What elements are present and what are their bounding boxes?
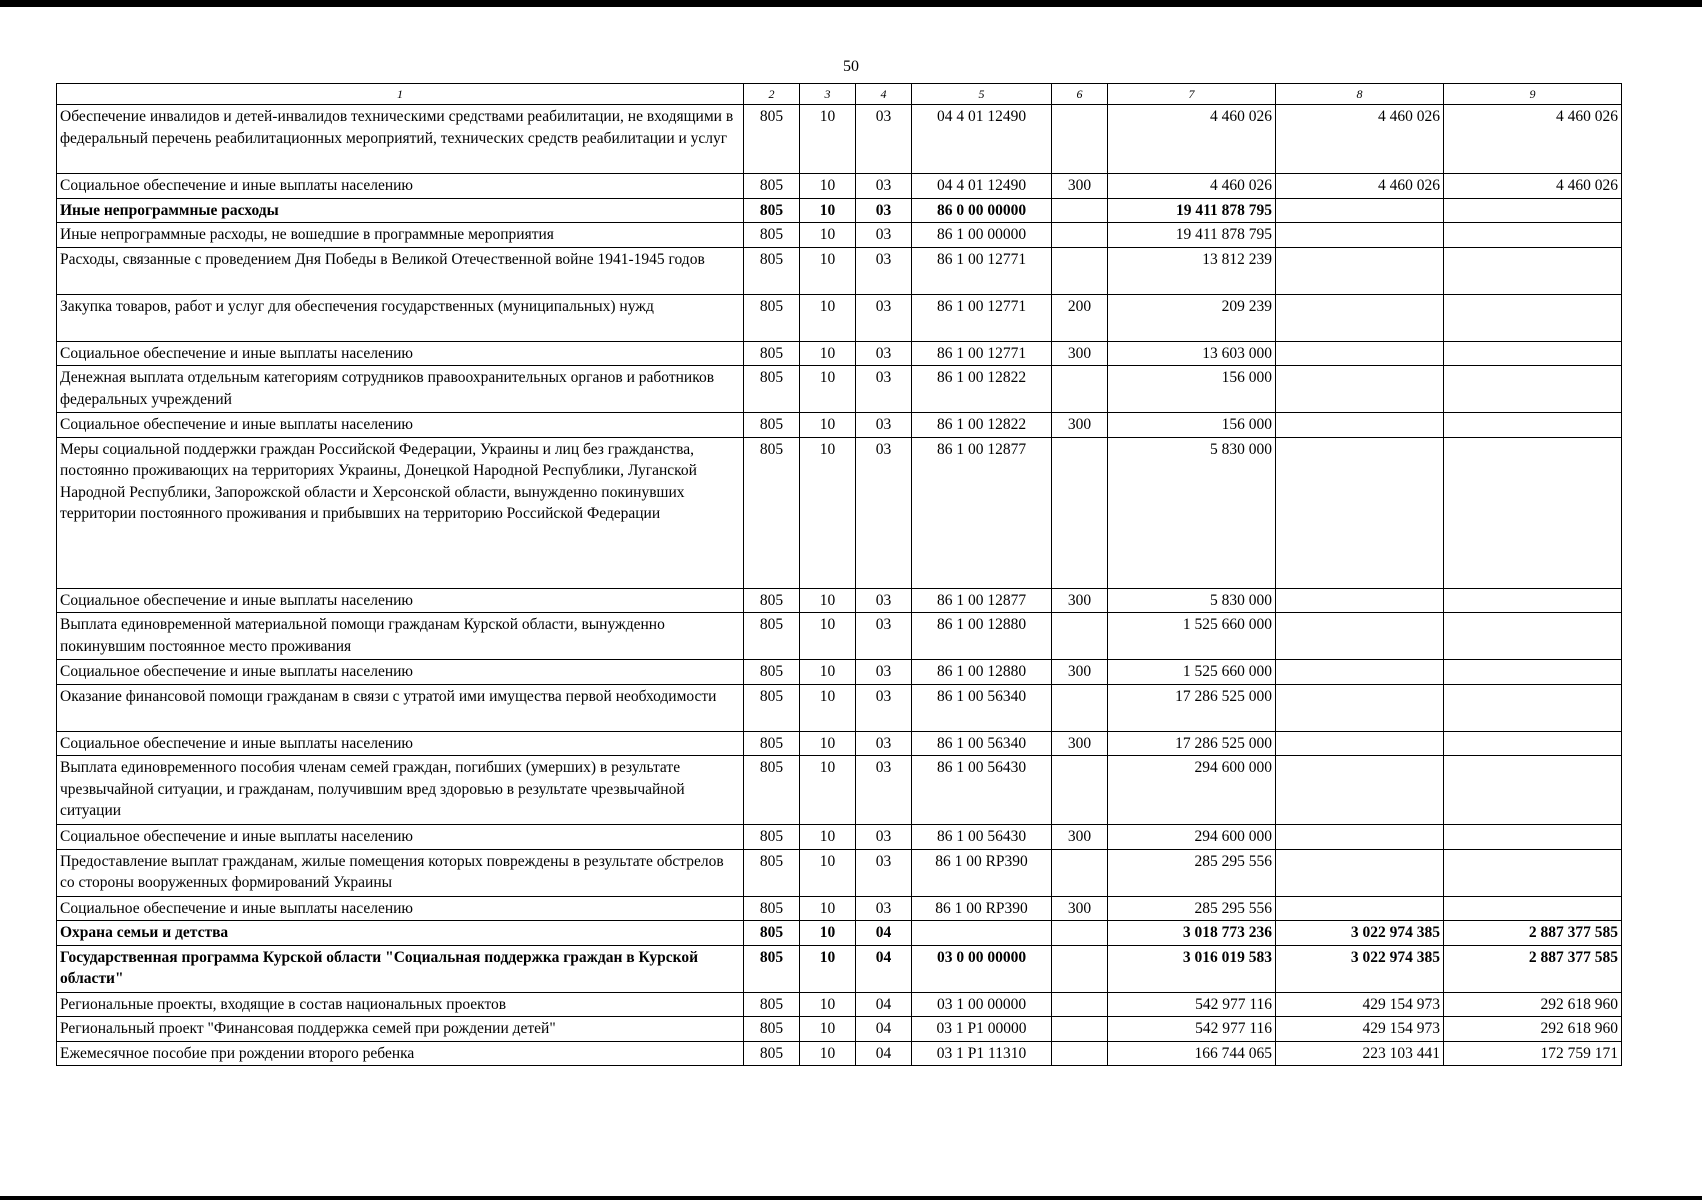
- chapter-code-cell: 805: [744, 105, 800, 174]
- chapter-code-cell: 805: [744, 1017, 800, 1042]
- amount-year2-cell: 4 460 026: [1276, 174, 1444, 199]
- amount-year3-cell: [1444, 756, 1622, 825]
- column-header: 9: [1444, 84, 1622, 105]
- expense-type-cell: [1052, 437, 1108, 588]
- row-name-cell: Иные непрограммные расходы: [57, 198, 744, 223]
- amount-year2-cell: 3 022 974 385: [1276, 921, 1444, 946]
- target-article-cell: 86 1 00 12771: [912, 247, 1052, 294]
- amount-year3-cell: [1444, 684, 1622, 731]
- section-code-cell: 10: [800, 945, 856, 992]
- expense-type-cell: 300: [1052, 413, 1108, 438]
- expense-type-cell: [1052, 613, 1108, 660]
- amount-year1-cell: 5 830 000: [1108, 437, 1276, 588]
- section-code-cell: 10: [800, 825, 856, 850]
- chapter-code-cell: 805: [744, 341, 800, 366]
- target-article-cell: 86 0 00 00000: [912, 198, 1052, 223]
- row-name-cell: Предоставление выплат гражданам, жилые помещения которых повреждены в результате обстрелов со стороны вооруженных формирований Украины: [57, 849, 744, 896]
- expense-type-cell: 300: [1052, 660, 1108, 685]
- subsection-code-cell: 03: [856, 413, 912, 438]
- amount-year2-cell: [1276, 849, 1444, 896]
- amount-year2-cell: [1276, 413, 1444, 438]
- table-row: [57, 223, 1622, 248]
- amount-year1-cell: 285 295 556: [1108, 896, 1276, 921]
- amount-year3-cell: [1444, 198, 1622, 223]
- table-row: [57, 294, 1622, 341]
- row-name-cell: Социальное обеспечение и иные выплаты населению: [57, 413, 744, 438]
- column-header: 8: [1276, 84, 1444, 105]
- section-code-cell: 10: [800, 660, 856, 685]
- chapter-code-cell: 805: [744, 223, 800, 248]
- section-code-cell: 10: [800, 1017, 856, 1042]
- row-name-cell: Региональные проекты, входящие в состав национальных проектов: [57, 992, 744, 1017]
- subsection-code-cell: 03: [856, 756, 912, 825]
- target-article-cell: 04 4 01 12490: [912, 174, 1052, 199]
- row-name-cell: Социальное обеспечение и иные выплаты населению: [57, 731, 744, 756]
- row-name-cell: Расходы, связанные с проведением Дня Победы в Великой Отечественной войне 1941-1945 годов: [57, 247, 744, 294]
- amount-year3-cell: 4 460 026: [1444, 105, 1622, 174]
- table-row: [57, 341, 1622, 366]
- table-row: [57, 588, 1622, 613]
- table-row: [57, 1017, 1622, 1042]
- amount-year1-cell: 13 812 239: [1108, 247, 1276, 294]
- subsection-code-cell: 04: [856, 1041, 912, 1066]
- amount-year1-cell: 4 460 026: [1108, 105, 1276, 174]
- expense-type-cell: 300: [1052, 896, 1108, 921]
- target-article-cell: 86 1 00 12880: [912, 660, 1052, 685]
- amount-year3-cell: [1444, 247, 1622, 294]
- expense-type-cell: [1052, 366, 1108, 413]
- section-code-cell: 10: [800, 294, 856, 341]
- expense-type-cell: 200: [1052, 294, 1108, 341]
- amount-year2-cell: [1276, 198, 1444, 223]
- amount-year3-cell: 172 759 171: [1444, 1041, 1622, 1066]
- amount-year3-cell: [1444, 849, 1622, 896]
- amount-year2-cell: [1276, 366, 1444, 413]
- amount-year2-cell: 3 022 974 385: [1276, 945, 1444, 992]
- target-article-cell: 86 1 00 12771: [912, 341, 1052, 366]
- subsection-code-cell: 03: [856, 684, 912, 731]
- target-article-cell: 86 1 00 12877: [912, 437, 1052, 588]
- amount-year2-cell: [1276, 660, 1444, 685]
- amount-year3-cell: [1444, 437, 1622, 588]
- amount-year1-cell: 166 744 065: [1108, 1041, 1276, 1066]
- subsection-code-cell: 03: [856, 588, 912, 613]
- target-article-cell: 86 1 00 RP390: [912, 896, 1052, 921]
- expense-type-cell: 300: [1052, 588, 1108, 613]
- table-row: [57, 731, 1622, 756]
- expense-type-cell: [1052, 105, 1108, 174]
- section-code-cell: 10: [800, 849, 856, 896]
- amount-year3-cell: 292 618 960: [1444, 992, 1622, 1017]
- row-name-cell: Меры социальной поддержки граждан Российской Федерации, Украины и лиц без гражданства, постоянно проживающих на территориях Украины, Донецкой Народной Республики, Луганской Народной Республики, Запорожской области и Херсонской области, вынужденно покинувших территории постоянного проживания и прибывших на территорию Российской Федерации: [57, 437, 744, 588]
- amount-year1-cell: 285 295 556: [1108, 849, 1276, 896]
- chapter-code-cell: 805: [744, 613, 800, 660]
- chapter-code-cell: 805: [744, 174, 800, 199]
- column-header: 2: [744, 84, 800, 105]
- amount-year1-cell: 3 018 773 236: [1108, 921, 1276, 946]
- target-article-cell: 03 1 P1 11310: [912, 1041, 1052, 1066]
- expense-type-cell: [1052, 992, 1108, 1017]
- amount-year2-cell: [1276, 756, 1444, 825]
- row-name-cell: Социальное обеспечение и иные выплаты населению: [57, 174, 744, 199]
- amount-year3-cell: [1444, 588, 1622, 613]
- target-article-cell: 86 1 00 12822: [912, 366, 1052, 413]
- amount-year3-cell: [1444, 660, 1622, 685]
- amount-year2-cell: [1276, 341, 1444, 366]
- target-article-cell: 03 1 P1 00000: [912, 1017, 1052, 1042]
- scan-border-bottom: [0, 1196, 1702, 1200]
- chapter-code-cell: 805: [744, 825, 800, 850]
- table-row: [57, 1041, 1622, 1066]
- row-name-cell: Иные непрограммные расходы, не вошедшие в программные мероприятия: [57, 223, 744, 248]
- table-row: [57, 366, 1622, 413]
- amount-year2-cell: 429 154 973: [1276, 1017, 1444, 1042]
- target-article-cell: 86 1 00 12771: [912, 294, 1052, 341]
- page-number: 50: [843, 58, 859, 75]
- subsection-code-cell: 03: [856, 341, 912, 366]
- budget-table: [56, 83, 1622, 1066]
- section-code-cell: 10: [800, 198, 856, 223]
- amount-year3-cell: [1444, 731, 1622, 756]
- section-code-cell: 10: [800, 684, 856, 731]
- chapter-code-cell: 805: [744, 198, 800, 223]
- amount-year2-cell: [1276, 247, 1444, 294]
- column-header: 3: [800, 84, 856, 105]
- column-header: 5: [912, 84, 1052, 105]
- column-header: 1: [57, 84, 744, 105]
- amount-year2-cell: [1276, 825, 1444, 850]
- amount-year3-cell: [1444, 341, 1622, 366]
- subsection-code-cell: 03: [856, 247, 912, 294]
- table-row: [57, 437, 1622, 588]
- section-code-cell: 10: [800, 896, 856, 921]
- table-row: [57, 247, 1622, 294]
- section-code-cell: 10: [800, 731, 856, 756]
- column-header: 4: [856, 84, 912, 105]
- chapter-code-cell: 805: [744, 684, 800, 731]
- amount-year1-cell: 5 830 000: [1108, 588, 1276, 613]
- target-article-cell: 86 1 00 12880: [912, 613, 1052, 660]
- amount-year2-cell: [1276, 588, 1444, 613]
- section-code-cell: 10: [800, 413, 856, 438]
- target-article-cell: 86 1 00 56430: [912, 825, 1052, 850]
- expense-type-cell: [1052, 198, 1108, 223]
- table-row: [57, 413, 1622, 438]
- target-article-cell: 86 1 00 12877: [912, 588, 1052, 613]
- row-name-cell: Социальное обеспечение и иные выплаты населению: [57, 660, 744, 685]
- amount-year1-cell: 17 286 525 000: [1108, 731, 1276, 756]
- amount-year1-cell: 1 525 660 000: [1108, 613, 1276, 660]
- amount-year2-cell: [1276, 684, 1444, 731]
- chapter-code-cell: 805: [744, 992, 800, 1017]
- subsection-code-cell: 04: [856, 1017, 912, 1042]
- chapter-code-cell: 805: [744, 731, 800, 756]
- column-header: 6: [1052, 84, 1108, 105]
- subsection-code-cell: 03: [856, 437, 912, 588]
- section-code-cell: 10: [800, 437, 856, 588]
- subsection-code-cell: 03: [856, 825, 912, 850]
- amount-year2-cell: [1276, 294, 1444, 341]
- chapter-code-cell: 805: [744, 294, 800, 341]
- amount-year1-cell: 19 411 878 795: [1108, 223, 1276, 248]
- amount-year1-cell: 4 460 026: [1108, 174, 1276, 199]
- amount-year3-cell: 4 460 026: [1444, 174, 1622, 199]
- target-article-cell: 03 0 00 00000: [912, 945, 1052, 992]
- subsection-code-cell: 03: [856, 174, 912, 199]
- expense-type-cell: [1052, 247, 1108, 294]
- target-article-cell: [912, 921, 1052, 946]
- subsection-code-cell: 03: [856, 366, 912, 413]
- row-name-cell: Социальное обеспечение и иные выплаты населению: [57, 825, 744, 850]
- chapter-code-cell: 805: [744, 896, 800, 921]
- expense-type-cell: [1052, 945, 1108, 992]
- section-code-cell: 10: [800, 105, 856, 174]
- target-article-cell: 86 1 00 00000: [912, 223, 1052, 248]
- expense-type-cell: [1052, 1017, 1108, 1042]
- table-row: [57, 945, 1622, 992]
- amount-year3-cell: 2 887 377 585: [1444, 921, 1622, 946]
- table-row: [57, 825, 1622, 850]
- expense-type-cell: 300: [1052, 825, 1108, 850]
- amount-year2-cell: 223 103 441: [1276, 1041, 1444, 1066]
- chapter-code-cell: 805: [744, 588, 800, 613]
- amount-year1-cell: 156 000: [1108, 413, 1276, 438]
- row-name-cell: Выплата единовременной материальной помощи гражданам Курской области, вынужденно покинувшим постоянное место проживания: [57, 613, 744, 660]
- subsection-code-cell: 03: [856, 223, 912, 248]
- amount-year3-cell: [1444, 896, 1622, 921]
- expense-type-cell: [1052, 223, 1108, 248]
- row-name-cell: Денежная выплата отдельным категориям сотрудников правоохранительных органов и работников федеральных учреждений: [57, 366, 744, 413]
- table-row: [57, 174, 1622, 199]
- target-article-cell: 86 1 00 RP390: [912, 849, 1052, 896]
- chapter-code-cell: 805: [744, 1041, 800, 1066]
- row-name-cell: Социальное обеспечение и иные выплаты населению: [57, 341, 744, 366]
- scan-border-top: [0, 0, 1702, 7]
- expense-type-cell: [1052, 684, 1108, 731]
- amount-year3-cell: [1444, 223, 1622, 248]
- amount-year1-cell: 19 411 878 795: [1108, 198, 1276, 223]
- row-name-cell: Охрана семьи и детства: [57, 921, 744, 946]
- amount-year1-cell: 542 977 116: [1108, 1017, 1276, 1042]
- table-row: [57, 613, 1622, 660]
- subsection-code-cell: 03: [856, 198, 912, 223]
- section-code-cell: 10: [800, 341, 856, 366]
- section-code-cell: 10: [800, 756, 856, 825]
- row-name-cell: Выплата единовременного пособия членам семей граждан, погибших (умерших) в результате чрезвычайной ситуации, и гражданам, получившим вред здоровью в результате чрезвычайной ситуации: [57, 756, 744, 825]
- subsection-code-cell: 03: [856, 896, 912, 921]
- subsection-code-cell: 03: [856, 294, 912, 341]
- table-row: [57, 849, 1622, 896]
- amount-year3-cell: [1444, 413, 1622, 438]
- expense-type-cell: [1052, 921, 1108, 946]
- subsection-code-cell: 03: [856, 613, 912, 660]
- target-article-cell: 04 4 01 12490: [912, 105, 1052, 174]
- amount-year1-cell: 1 525 660 000: [1108, 660, 1276, 685]
- target-article-cell: 86 1 00 56340: [912, 684, 1052, 731]
- subsection-code-cell: 03: [856, 849, 912, 896]
- section-code-cell: 10: [800, 588, 856, 613]
- amount-year2-cell: 429 154 973: [1276, 992, 1444, 1017]
- section-code-cell: 10: [800, 613, 856, 660]
- chapter-code-cell: 805: [744, 945, 800, 992]
- amount-year2-cell: [1276, 437, 1444, 588]
- amount-year2-cell: [1276, 223, 1444, 248]
- chapter-code-cell: 805: [744, 756, 800, 825]
- expense-type-cell: [1052, 849, 1108, 896]
- table-row: [57, 198, 1622, 223]
- amount-year1-cell: 209 239: [1108, 294, 1276, 341]
- subsection-code-cell: 04: [856, 945, 912, 992]
- chapter-code-cell: 805: [744, 437, 800, 588]
- row-name-cell: Оказание финансовой помощи гражданам в связи с утратой ими имущества первой необходимости: [57, 684, 744, 731]
- row-name-cell: Обеспечение инвалидов и детей-инвалидов техническими средствами реабилитации, не входящими в федеральный перечень реабилитационных мероприятий, технических средств реабилитации и услуг: [57, 105, 744, 174]
- row-name-cell: Закупка товаров, работ и услуг для обеспечения государственных (муниципальных) нужд: [57, 294, 744, 341]
- section-code-cell: 10: [800, 174, 856, 199]
- section-code-cell: 10: [800, 247, 856, 294]
- table-row: [57, 921, 1622, 946]
- table-row: [57, 992, 1622, 1017]
- amount-year2-cell: 4 460 026: [1276, 105, 1444, 174]
- row-name-cell: Социальное обеспечение и иные выплаты населению: [57, 588, 744, 613]
- chapter-code-cell: 805: [744, 849, 800, 896]
- chapter-code-cell: 805: [744, 247, 800, 294]
- amount-year1-cell: 294 600 000: [1108, 825, 1276, 850]
- table-row: [57, 660, 1622, 685]
- amount-year3-cell: 2 887 377 585: [1444, 945, 1622, 992]
- subsection-code-cell: 03: [856, 105, 912, 174]
- amount-year3-cell: [1444, 825, 1622, 850]
- amount-year1-cell: 3 016 019 583: [1108, 945, 1276, 992]
- expense-type-cell: 300: [1052, 731, 1108, 756]
- amount-year3-cell: [1444, 366, 1622, 413]
- amount-year2-cell: [1276, 896, 1444, 921]
- amount-year1-cell: 294 600 000: [1108, 756, 1276, 825]
- row-name-cell: Региональный проект "Финансовая поддержка семей при рождении детей": [57, 1017, 744, 1042]
- target-article-cell: 86 1 00 12822: [912, 413, 1052, 438]
- chapter-code-cell: 805: [744, 413, 800, 438]
- expense-type-cell: [1052, 1041, 1108, 1066]
- amount-year2-cell: [1276, 731, 1444, 756]
- target-article-cell: 86 1 00 56430: [912, 756, 1052, 825]
- amount-year1-cell: 542 977 116: [1108, 992, 1276, 1017]
- subsection-code-cell: 03: [856, 731, 912, 756]
- target-article-cell: 86 1 00 56340: [912, 731, 1052, 756]
- amount-year1-cell: 17 286 525 000: [1108, 684, 1276, 731]
- amount-year3-cell: [1444, 613, 1622, 660]
- table-row: [57, 105, 1622, 174]
- amount-year3-cell: [1444, 294, 1622, 341]
- row-name-cell: Государственная программа Курской области "Социальная поддержка граждан в Курской области": [57, 945, 744, 992]
- subsection-code-cell: 04: [856, 921, 912, 946]
- section-code-cell: 10: [800, 1041, 856, 1066]
- chapter-code-cell: 805: [744, 366, 800, 413]
- section-code-cell: 10: [800, 223, 856, 248]
- expense-type-cell: [1052, 756, 1108, 825]
- section-code-cell: 10: [800, 992, 856, 1017]
- row-name-cell: Социальное обеспечение и иные выплаты населению: [57, 896, 744, 921]
- section-code-cell: 10: [800, 366, 856, 413]
- table-row: [57, 896, 1622, 921]
- row-name-cell: Ежемесячное пособие при рождении второго ребенка: [57, 1041, 744, 1066]
- target-article-cell: 03 1 00 00000: [912, 992, 1052, 1017]
- expense-type-cell: 300: [1052, 341, 1108, 366]
- amount-year3-cell: 292 618 960: [1444, 1017, 1622, 1042]
- chapter-code-cell: 805: [744, 660, 800, 685]
- amount-year1-cell: 13 603 000: [1108, 341, 1276, 366]
- table-row: [57, 756, 1622, 825]
- table-row: [57, 684, 1622, 731]
- column-header: 7: [1108, 84, 1276, 105]
- amount-year1-cell: 156 000: [1108, 366, 1276, 413]
- amount-year2-cell: [1276, 613, 1444, 660]
- section-code-cell: 10: [800, 921, 856, 946]
- chapter-code-cell: 805: [744, 921, 800, 946]
- column-number-header-row: [57, 84, 1622, 105]
- subsection-code-cell: 03: [856, 660, 912, 685]
- expense-type-cell: 300: [1052, 174, 1108, 199]
- subsection-code-cell: 04: [856, 992, 912, 1017]
